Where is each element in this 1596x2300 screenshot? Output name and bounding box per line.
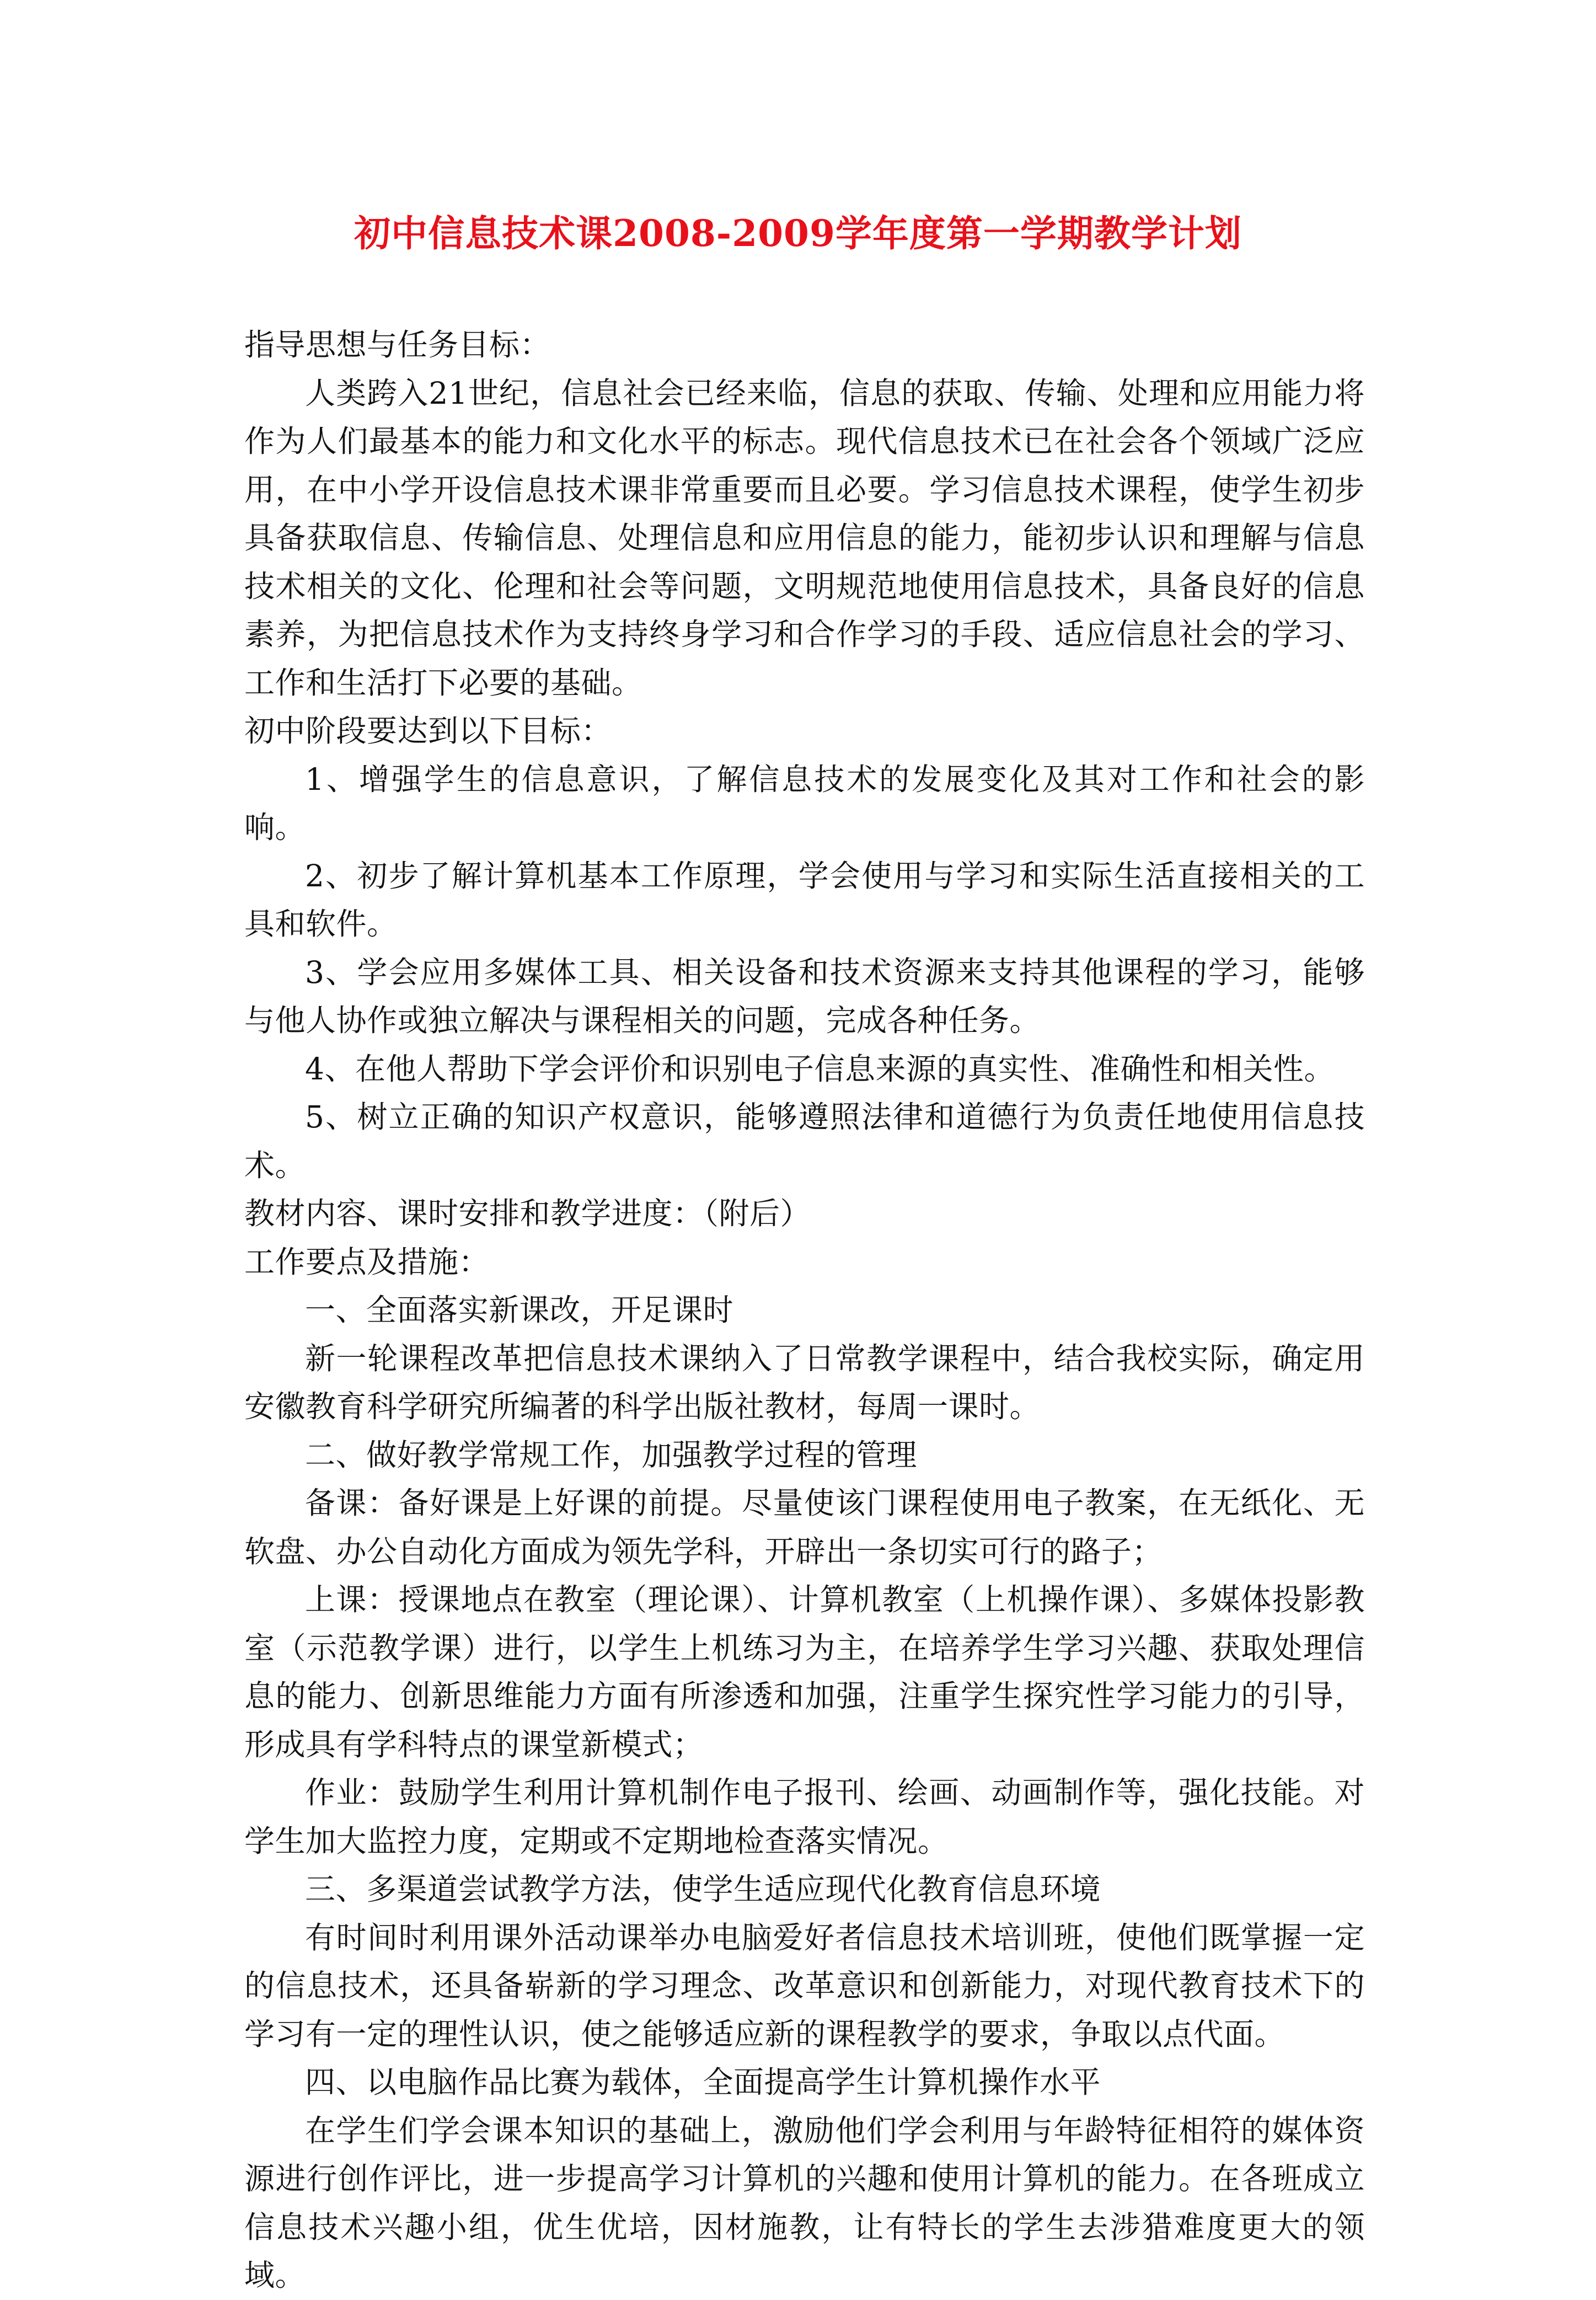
body-paragraph: 一、全面落实新课改，开足课时: [305, 1292, 734, 1328]
section-heading: 工作要点及措施：: [244, 1244, 490, 1280]
body-paragraph: 有时间时利用课外活动课举办电脑爱好者信息技术培训班，使他们既掌握一定的信息技术，还具备崭新的学习理念、改革意识和创新能力，对现代教育技术下的学习有一定的理性认识，使之能够适应新的课程教学的要求，争取以点代面。: [244, 1919, 1365, 2052]
section-heading: 初中阶段要达到以下目标：: [244, 713, 612, 748]
body-paragraph: 四、以电脑作品比赛为载体，全面提高学生计算机操作水平: [305, 2064, 1101, 2100]
section-heading: 教材内容、课时安排和教学进度：（附后）: [244, 1196, 811, 1231]
section-heading: 指导思想与任务目标：: [244, 327, 551, 362]
body-paragraph: 新一轮课程改革把信息技术课纳入了日常教学课程中，结合我校实际，确定用安徽教育科学研究所编著的科学出版社教材，每周一课时。: [244, 1340, 1365, 1424]
body-paragraph: 备课：备好课是上好课的前提。尽量使该门课程使用电子教案，在无纸化、无软盘、办公自动化方面成为领先学科，开辟出一条切实可行的路子；: [244, 1485, 1365, 1569]
body-paragraph: 4、在他人帮助下学会评价和识别电子信息来源的真实性、准确性和相关性。: [305, 1051, 1335, 1087]
body-paragraph: 5、树立正确的知识产权意识，能够遵照法律和道德行为负责任地使用信息技术。: [244, 1099, 1365, 1183]
body-paragraph: 人类跨入21世纪，信息社会已经来临，信息的获取、传输、处理和应用能力将作为人们最基本的能力和文化水平的标志。现代信息技术已在社会各个领域广泛应用，在中小学开设信息技术课非常重要而且必要。学习信息技术课程，使学生初步具备获取信息、传输信息、处理信息和应用信息的能力，能初步认识和理解与信息技术相关的文化、伦理和社会等问题，文明规范地使用信息技术，具备良好的信息素养，为把信息技术作为支持终身学习和合作学习的手段、适应信息社会的学习、工作和生活打下必要的基础。: [244, 375, 1365, 700]
document-title: 初中信息技术课2008-2009学年度第一学期教学计划: [354, 212, 1242, 255]
body-paragraph: 在学生们学会课本知识的基础上，激励他们学会利用与年龄特征相符的媒体资源进行创作评比，进一步提高学习计算机的兴趣和使用计算机的能力。在各班成立信息技术兴趣小组，优生优培，因材施教，让有特长的学生去涉猎难度更大的领域。: [244, 2112, 1365, 2293]
body-paragraph: 作业：鼓励学生利用计算机制作电子报刊、绘画、动画制作等，强化技能。对学生加大监控力度，定期或不定期地检查落实情况。: [244, 1775, 1365, 1859]
body-paragraph: 1、增强学生的信息意识，了解信息技术的发展变化及其对工作和社会的影响。: [244, 761, 1365, 845]
body-paragraph: 2、初步了解计算机基本工作原理，学会使用与学习和实际生活直接相关的工具和软件。: [244, 858, 1365, 942]
body-paragraph: 3、学会应用多媒体工具、相关设备和技术资源来支持其他课程的学习，能够与他人协作或独立解决与课程相关的问题，完成各种任务。: [244, 954, 1365, 1038]
body-paragraph: 上课：授课地点在教室（理论课）、计算机教室（上机操作课）、多媒体投影教室（示范教学课）进行，以学生上机练习为主，在培养学生学习兴趣、获取处理信息的能力、创新思维能力方面有所渗透和加强，注重学生探究性学习能力的引导，形成具有学科特点的课堂新模式；: [244, 1582, 1365, 1762]
body-paragraph: 三、多渠道尝试教学方法，使学生适应现代化教育信息环境: [305, 1871, 1101, 1907]
body-paragraph: 二、做好教学常规工作，加强教学过程的管理: [305, 1437, 918, 1473]
document-body: [244, 321, 1365, 2300]
